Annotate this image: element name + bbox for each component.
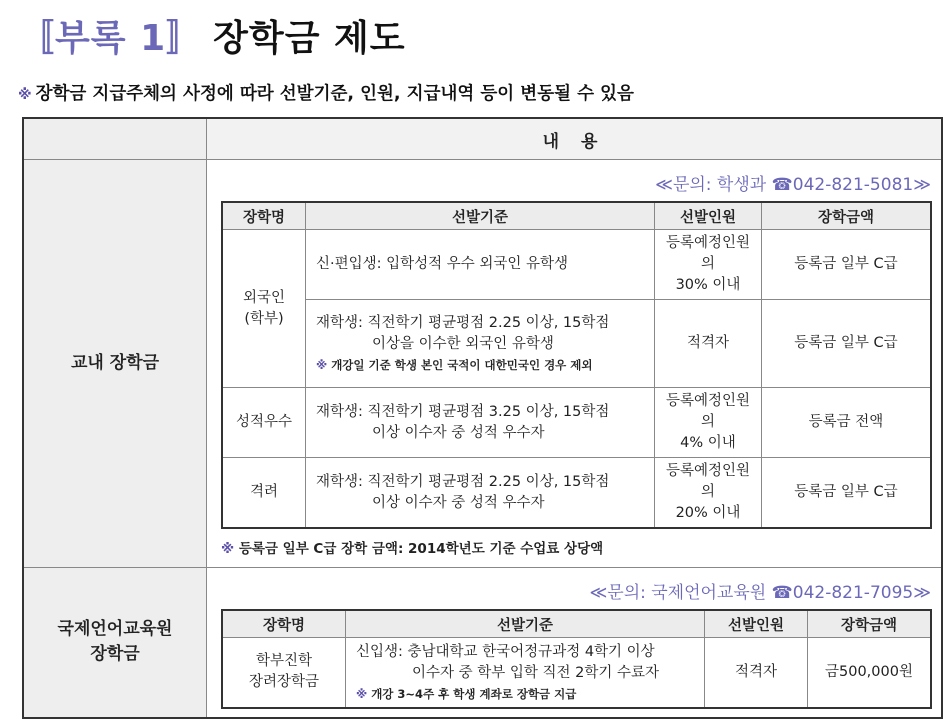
quota-cell: 적격자 xyxy=(705,638,808,708)
col-amount: 장학금액 xyxy=(808,610,932,638)
amount-cell: 등록금 일부 C급 xyxy=(762,458,932,529)
contact-info: ≪문의: 학생과 ☎042-821-5081≫ xyxy=(655,175,931,195)
reference-mark-icon: ※ xyxy=(316,358,328,373)
inner-header-row xyxy=(222,202,931,230)
notice xyxy=(18,80,634,105)
quota-cell: 등록예정인원의 30% 이내 xyxy=(655,230,762,300)
criteria-cell xyxy=(306,458,655,529)
criteria-line: 재학생: 직전학기 평균평점 3.25 이상, 15학점 xyxy=(316,403,610,420)
content-header: 내 용 xyxy=(207,118,943,160)
note-text: 개강일 기준 학생 본인 국적이 대한민국인 경우 제외 xyxy=(331,358,593,373)
language-scholarship-table xyxy=(221,609,932,709)
amount-cell: 등록금 일부 C급 xyxy=(762,300,932,388)
contact-info: ≪문의: 국제언어교육원 ☎042-821-7095≫ xyxy=(589,583,931,604)
inner-header-row xyxy=(222,610,931,638)
amount-cell: 등록금 일부 C급 xyxy=(762,230,932,300)
title-text: 장학금 제도 xyxy=(213,18,406,59)
amount-cell: 등록금 전액 xyxy=(762,388,932,458)
table-row xyxy=(222,638,931,708)
quota-cell: 등록예정인원의 4% 이내 xyxy=(655,388,762,458)
criteria-line: 이상 이수자 중 성적 우수자 xyxy=(372,494,545,511)
criteria-line: 재학생: 직전학기 평균평점 2.25 이상, 15학점 xyxy=(316,315,610,332)
table-row xyxy=(222,300,931,388)
col-quota: 선발인원 xyxy=(705,610,808,638)
section-language-center xyxy=(23,568,942,718)
section-name: 국제언어교육원 장학금 xyxy=(23,568,207,718)
scholarship-table xyxy=(22,117,943,719)
appendix-label: 〚부록 1〛 xyxy=(18,18,204,59)
scholarship-name: 성적우수 xyxy=(222,388,306,458)
reference-mark-icon: ※ xyxy=(18,87,32,103)
table-row xyxy=(222,388,931,458)
footnote-text: 등록금 일부 C급 장학 금액: 2014학년도 기준 수업료 상당액 xyxy=(238,541,604,558)
table-row xyxy=(222,230,931,300)
col-name: 장학명 xyxy=(222,202,306,230)
scholarship-name: 격려 xyxy=(222,458,306,529)
criteria-cell xyxy=(306,300,655,388)
amount-cell: 금500,000원 xyxy=(808,638,932,708)
criteria-line: 이상 이수자 중 성적 우수자 xyxy=(372,424,545,441)
scholarship-name: 학부진학 장려장학금 xyxy=(222,638,346,708)
section-content xyxy=(207,568,943,718)
section-content xyxy=(207,160,943,568)
col-criteria: 선발기준 xyxy=(346,610,705,638)
criteria-note xyxy=(316,357,650,374)
section-name: 교내 장학금 xyxy=(23,160,207,568)
criteria-line: 재학생: 직전학기 평균평점 2.25 이상, 15학점 xyxy=(316,473,610,490)
footnote xyxy=(207,529,941,567)
quota-cell: 적격자 xyxy=(655,300,762,388)
col-amount: 장학금액 xyxy=(762,202,932,230)
quota-cell: 등록예정인원의 20% 이내 xyxy=(655,458,762,529)
table-row xyxy=(222,458,931,529)
criteria-cell xyxy=(346,638,705,708)
reference-mark-icon: ※ xyxy=(356,687,368,702)
scholarship-name: 외국인 (학부) xyxy=(222,230,306,388)
col-quota: 선발인원 xyxy=(655,202,762,230)
header-blank-cell xyxy=(23,118,207,160)
section-campus xyxy=(23,160,942,568)
col-name: 장학명 xyxy=(222,610,346,638)
header-row xyxy=(23,118,942,160)
reference-mark-icon: ※ xyxy=(221,541,235,558)
criteria-cell: 신·편입생: 입학성적 우수 외국인 유학생 xyxy=(306,230,655,300)
criteria-note xyxy=(356,686,700,703)
criteria-line: 신입생: 충남대학교 한국어정규과정 4학기 이상 xyxy=(356,644,655,661)
col-criteria: 선발기준 xyxy=(306,202,655,230)
page-title xyxy=(18,10,406,61)
criteria-line: 이상을 이수한 외국인 유학생 xyxy=(372,336,554,353)
note-text: 개강 3~4주 후 학생 계좌로 장학금 지급 xyxy=(371,687,577,702)
criteria-line: 이수자 중 학부 입학 직전 2학기 수료자 xyxy=(412,665,659,682)
criteria-cell xyxy=(306,388,655,458)
campus-scholarship-table xyxy=(221,201,932,529)
notice-text: 장학금 지급주체의 사정에 따라 선발기준, 인원, 지급내역 등이 변동될 수 있음 xyxy=(35,84,634,104)
